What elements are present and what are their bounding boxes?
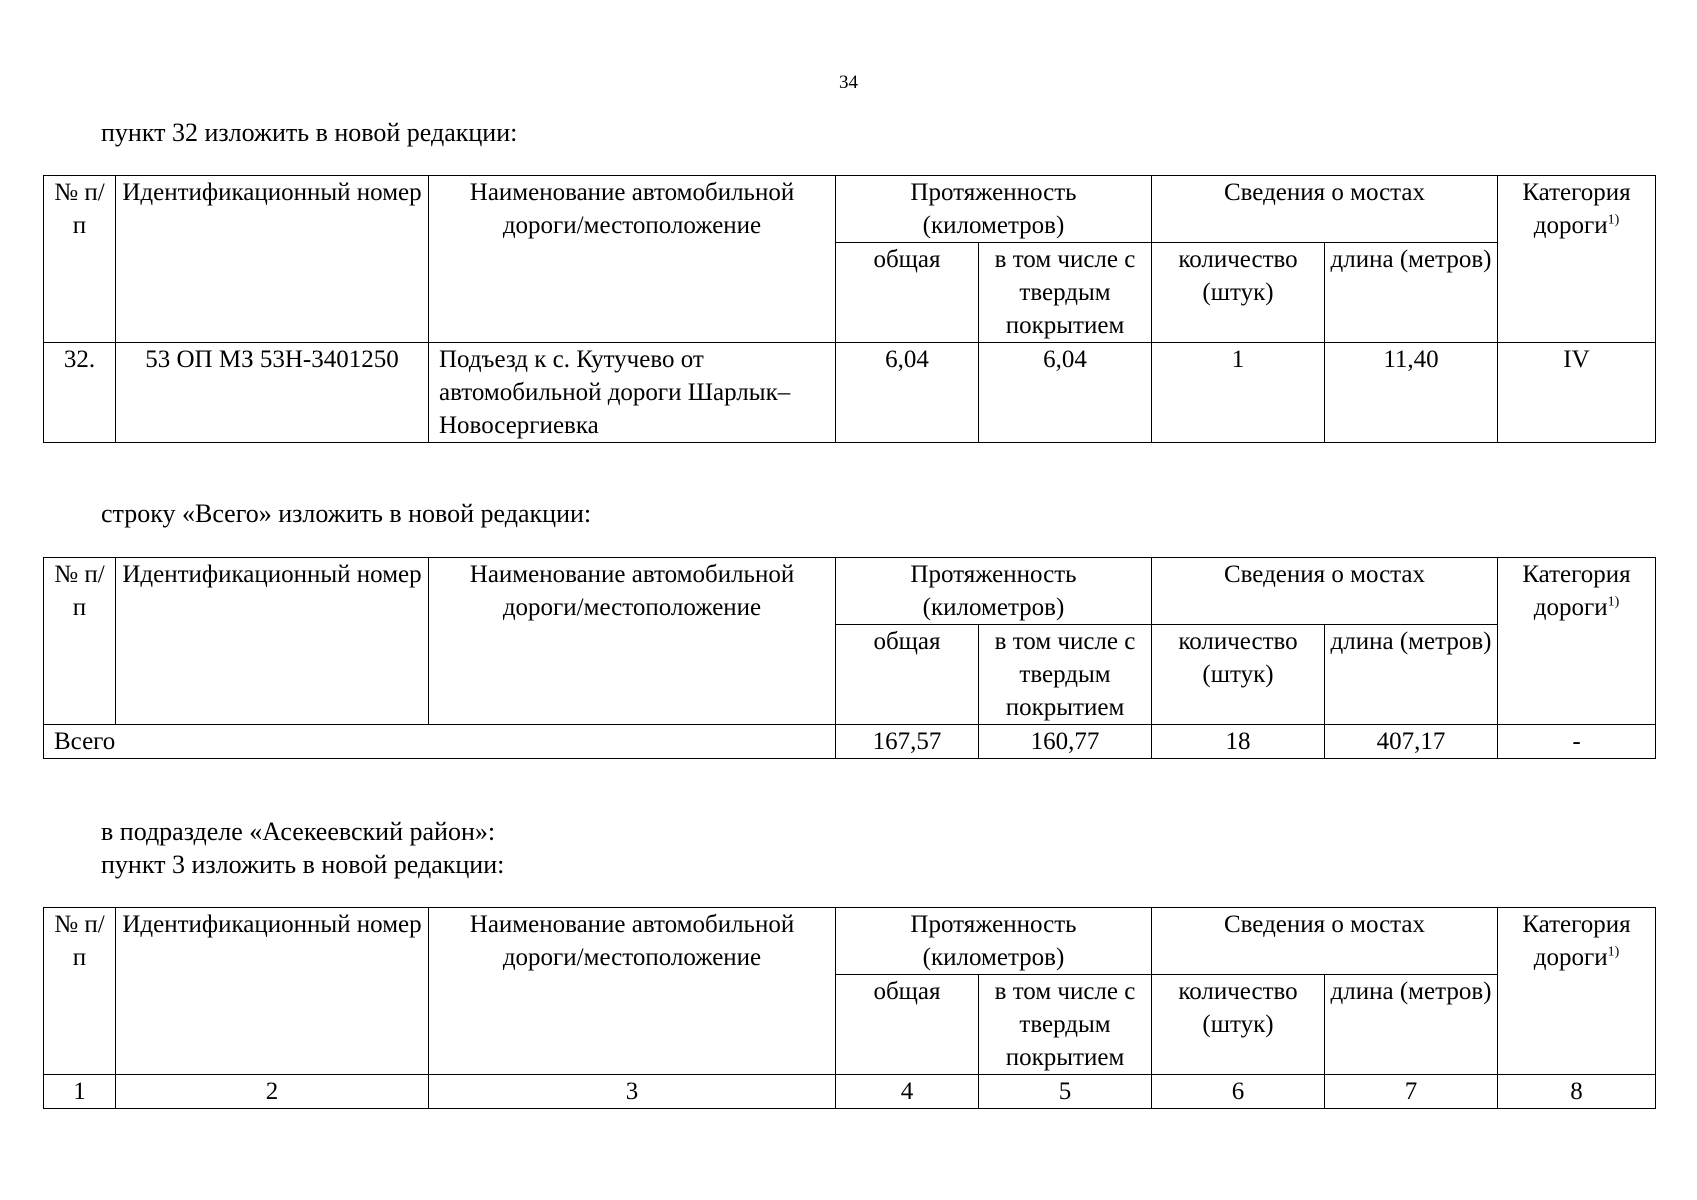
header-length: Протяженность (километров)	[836, 908, 1152, 975]
header-bridges: Сведения о мостах	[1152, 908, 1498, 975]
header-num: № п/п	[44, 908, 116, 1075]
column-number: 1	[44, 1075, 116, 1109]
footnote-mark: 1)	[1607, 944, 1620, 960]
paragraph-district: в подразделе «Асекеевский район»:	[101, 817, 496, 846]
header-name: Наименование автомобильной дороги/местоположение	[429, 176, 836, 343]
paragraph-item-32: пункт 32 изложить в новой редакции:	[101, 118, 518, 147]
cell-name: Подъезд к с. Кутучево от автомобильной дороги Шарлык–Новосергиевка	[429, 343, 836, 443]
road-table-item-32	[43, 175, 1656, 443]
header-bridges-count: количество (штук)	[1152, 625, 1325, 725]
header-bridges: Сведения о мостах	[1152, 176, 1498, 243]
cell-length-total: 6,04	[836, 343, 979, 443]
table-row	[44, 343, 1656, 443]
column-number: 2	[116, 1075, 429, 1109]
column-number: 3	[429, 1075, 836, 1109]
header-length-hard: в том числе с твердым покрытием	[979, 625, 1152, 725]
column-number: 8	[1498, 1075, 1656, 1109]
cell-bridges-length: 11,40	[1325, 343, 1498, 443]
header-bridges-length: длина (метров)	[1325, 243, 1498, 343]
header-length-hard: в том числе с твердым покрытием	[979, 243, 1152, 343]
header-length: Протяженность (километров)	[836, 176, 1152, 243]
header-bridges-count: количество (штук)	[1152, 975, 1325, 1075]
header-length-total: общая	[836, 243, 979, 343]
column-number-row	[44, 1075, 1656, 1109]
cell-category: IV	[1498, 343, 1656, 443]
total-row	[44, 725, 1656, 759]
cell-length-hard: 6,04	[979, 343, 1152, 443]
header-bridges-length: длина (метров)	[1325, 975, 1498, 1075]
cell-num: 32.	[44, 343, 116, 443]
header-length-total: общая	[836, 625, 979, 725]
header-num: № п/п	[44, 176, 116, 343]
cell-length-total: 167,57	[836, 725, 979, 759]
footnote-mark: 1)	[1607, 212, 1620, 228]
road-table-total	[43, 557, 1656, 759]
road-table-item-3	[43, 907, 1656, 1109]
cell-category: -	[1498, 725, 1656, 759]
cell-length-hard: 160,77	[979, 725, 1152, 759]
cell-bridges-length: 407,17	[1325, 725, 1498, 759]
column-number: 5	[979, 1075, 1152, 1109]
header-category: Категория дороги$^{1)}$	[1498, 558, 1656, 725]
cell-bridges-count: 1	[1152, 343, 1325, 443]
header-bridges-count: количество (штук)	[1152, 243, 1325, 343]
column-number: 6	[1152, 1075, 1325, 1109]
cell-bridges-count: 18	[1152, 725, 1325, 759]
cell-id: 53 ОП МЗ 53Н-3401250	[116, 343, 429, 443]
header-length: Протяженность (километров)	[836, 558, 1152, 625]
header-id: Идентификационный номер	[116, 908, 429, 1075]
header-num: № п/п	[44, 558, 116, 725]
header-category: Категория дороги$^{1)}$	[1498, 908, 1656, 1075]
header-length-hard: в том числе с твердым покрытием	[979, 975, 1152, 1075]
header-bridges: Сведения о мостах	[1152, 558, 1498, 625]
header-length-total: общая	[836, 975, 979, 1075]
header-bridges-length: длина (метров)	[1325, 625, 1498, 725]
header-id: Идентификационный номер	[116, 558, 429, 725]
page-number: 34	[839, 72, 858, 93]
header-name: Наименование автомобильной дороги/местоположение	[429, 558, 836, 725]
cell-total-label: Всего	[44, 725, 836, 759]
header-name: Наименование автомобильной дороги/местоположение	[429, 908, 836, 1075]
header-id: Идентификационный номер	[116, 176, 429, 343]
column-number: 4	[836, 1075, 979, 1109]
footnote-mark: 1)	[1607, 594, 1620, 610]
paragraph-item-3: пункт 3 изложить в новой редакции:	[101, 850, 505, 879]
column-number: 7	[1325, 1075, 1498, 1109]
header-category: Категория дороги$^{1)}$	[1498, 176, 1656, 343]
paragraph-total: строку «Всего» изложить в новой редакции:	[101, 499, 592, 528]
